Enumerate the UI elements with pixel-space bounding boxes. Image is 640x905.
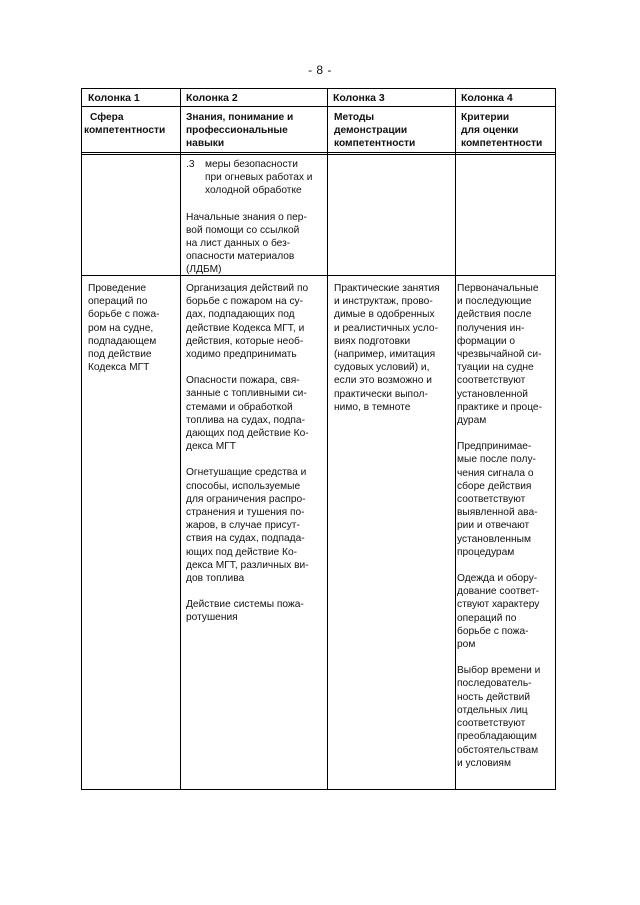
text-line: последователь- bbox=[457, 678, 532, 690]
text-line: чрезвычайной си- bbox=[457, 349, 542, 361]
text-line: Огнетушащие средства и bbox=[186, 467, 307, 479]
header-line: профессиональные bbox=[186, 125, 288, 137]
text-line: при огневых работах и bbox=[205, 172, 313, 184]
title-row-divider bbox=[82, 106, 555, 107]
text-line: операций по bbox=[88, 296, 148, 308]
text-line: Начальные знания о пер- bbox=[186, 211, 307, 223]
col-divider-2 bbox=[327, 89, 328, 789]
text-line: вой помощи со ссылкой bbox=[186, 224, 300, 236]
text-line: ствия на судах, подпада- bbox=[186, 533, 305, 545]
text-line: и условиям bbox=[457, 757, 511, 769]
text-line: действие Кодекса МГТ, и bbox=[186, 322, 305, 334]
text-line: холодной обработке bbox=[205, 185, 302, 197]
text-line: и инструктаж, прово- bbox=[334, 296, 433, 308]
text-line: нимо, в темноте bbox=[334, 401, 411, 413]
text-line: преобладающим bbox=[457, 731, 537, 743]
item-3 bbox=[186, 158, 326, 198]
header-line: Сфера bbox=[90, 112, 124, 123]
header-line: Методы bbox=[334, 112, 375, 123]
text-line: Проведение bbox=[88, 283, 146, 294]
text-line: ротушения bbox=[186, 612, 238, 624]
text-line: Предпринимае- bbox=[457, 441, 532, 453]
text-line: процедурам bbox=[457, 546, 515, 558]
row2-criteria-cell bbox=[457, 282, 555, 770]
text-line: борьбе с пожа- bbox=[457, 625, 529, 637]
item-number: .3 bbox=[186, 159, 195, 170]
text-line: формации о bbox=[457, 335, 516, 347]
text-line: и последующие bbox=[457, 296, 532, 308]
knowledge-paragraph-2 bbox=[186, 374, 326, 453]
text-line: выявленной ава- bbox=[457, 507, 538, 519]
text-line: опасности материалов bbox=[186, 251, 295, 263]
text-line: Кодекса МГТ bbox=[88, 362, 150, 374]
knowledge-paragraph-1 bbox=[186, 282, 326, 361]
header-line: Знания, понимание и bbox=[186, 112, 294, 123]
text-line: Опасности пожара, свя- bbox=[186, 375, 300, 387]
header-line: компетентности bbox=[84, 125, 166, 137]
text-line: операций по bbox=[457, 612, 517, 624]
text-line: топлива на судах, подпа- bbox=[186, 414, 305, 426]
header-line: навыки bbox=[186, 138, 225, 150]
row1-knowledge-cell bbox=[186, 158, 326, 277]
text-line: на лист данных о без- bbox=[186, 238, 291, 250]
header-line: компетентности bbox=[461, 138, 543, 150]
text-line: ствуют характеру bbox=[457, 599, 540, 611]
text-line: действия, которые необ- bbox=[186, 335, 304, 347]
text-line: дающих под действие Ко- bbox=[186, 428, 309, 440]
text-line: практике и проце- bbox=[457, 401, 542, 413]
text-line: борьбе с пожа- bbox=[88, 309, 160, 321]
text-line: соответствуют bbox=[457, 718, 526, 730]
col-title-2: Колонка 2 bbox=[186, 92, 238, 104]
criteria-paragraph-3 bbox=[457, 572, 555, 651]
text-line: установленной bbox=[457, 388, 528, 400]
text-line: виях подготовки bbox=[334, 335, 411, 347]
text-line: ром на судне, bbox=[88, 322, 154, 334]
header-competence-area bbox=[84, 111, 166, 137]
text-line: жаров, в случае присут- bbox=[186, 520, 300, 532]
text-line: отдельных лиц bbox=[457, 704, 528, 716]
text-line: Одежда и обору- bbox=[457, 573, 538, 585]
text-line: действия после bbox=[457, 309, 532, 321]
text-line: димые в одобренных bbox=[334, 309, 435, 321]
text-line: соответствуют bbox=[457, 494, 526, 506]
text-line: Организация действий по bbox=[186, 283, 309, 294]
text-line: странения и тушения по- bbox=[186, 507, 305, 519]
text-line: способы, используемые bbox=[186, 480, 301, 492]
col-title-1: Колонка 1 bbox=[88, 92, 140, 104]
header-methods bbox=[334, 111, 415, 151]
text-line: обстоятельствам bbox=[457, 744, 539, 756]
text-line: и реалистичных усло- bbox=[334, 322, 438, 334]
text-line: меры безопасности bbox=[205, 159, 298, 170]
text-line: если это возможно и bbox=[334, 375, 432, 387]
competence-table bbox=[81, 88, 556, 790]
knowledge-paragraph-3 bbox=[186, 466, 326, 585]
text-line: дурам bbox=[457, 415, 487, 427]
text-line: рии и отвечают bbox=[457, 520, 530, 532]
text-line: Действие системы пожа- bbox=[186, 599, 304, 611]
text-line: декса МГТ bbox=[186, 441, 236, 453]
item-text bbox=[205, 158, 312, 198]
header-knowledge bbox=[186, 111, 293, 151]
knowledge-paragraph-4 bbox=[186, 598, 326, 624]
header-line: демонстрации bbox=[334, 125, 408, 137]
text-line: под действие bbox=[88, 349, 152, 361]
text-line: мые после полу- bbox=[457, 454, 536, 466]
text-line: соответствуют bbox=[457, 375, 526, 387]
text-line: дование соответ- bbox=[457, 586, 540, 598]
text-line: подпадающем bbox=[88, 335, 157, 347]
text-line: туации на судне bbox=[457, 362, 534, 374]
row2-methods-cell bbox=[334, 282, 454, 414]
text-line: дов топлива bbox=[186, 573, 245, 585]
text-line: декса МГТ, различных ви- bbox=[186, 559, 309, 571]
page-number: - 8 - bbox=[308, 63, 332, 77]
text-line: Практические занятия bbox=[334, 283, 440, 294]
col-title-3: Колонка 3 bbox=[333, 92, 385, 104]
header-criteria bbox=[461, 111, 542, 151]
text-line: установленным bbox=[457, 533, 531, 545]
text-line: (ЛДБМ) bbox=[186, 264, 222, 276]
header-line: Критерии bbox=[461, 112, 510, 123]
header-line: компетентности bbox=[334, 138, 416, 150]
text-line: ющих под действие Ко- bbox=[186, 546, 298, 558]
col-title-4: Колонка 4 bbox=[461, 92, 513, 104]
col-divider-3 bbox=[455, 89, 456, 789]
criteria-paragraph-4 bbox=[457, 664, 555, 770]
text-line: занные с топливными си- bbox=[186, 388, 307, 400]
criteria-paragraph-1 bbox=[457, 282, 555, 427]
criteria-paragraph-2 bbox=[457, 440, 555, 559]
text-line: ность действий bbox=[457, 691, 531, 703]
text-line: ром bbox=[457, 639, 476, 651]
text-line: Выбор времени и bbox=[457, 665, 541, 677]
text-line: ходимо предпринимать bbox=[186, 349, 297, 361]
text-line: дах, подпадающих под bbox=[186, 309, 295, 321]
text-line: (например, имитация bbox=[334, 349, 436, 361]
row2-competence-cell bbox=[88, 282, 178, 374]
header-line: для оценки bbox=[461, 125, 519, 137]
header-row-divider bbox=[82, 152, 555, 155]
col-divider-1 bbox=[180, 89, 181, 789]
text-line: судовых условий) и, bbox=[334, 362, 430, 374]
text-line: Первоначальные bbox=[457, 283, 539, 294]
text-line: стемами и обработкой bbox=[186, 401, 293, 413]
row2-knowledge-cell bbox=[186, 282, 326, 625]
text-line: борьбе с пожаром на су- bbox=[186, 296, 304, 308]
text-line: для ограничения распро- bbox=[186, 493, 306, 505]
text-line: получения ин- bbox=[457, 322, 525, 334]
text-line: практически выпол- bbox=[334, 388, 428, 400]
text-line: чения сигнала о bbox=[457, 467, 534, 479]
text-line: сборе действия bbox=[457, 480, 532, 492]
first-aid-paragraph bbox=[186, 211, 326, 277]
